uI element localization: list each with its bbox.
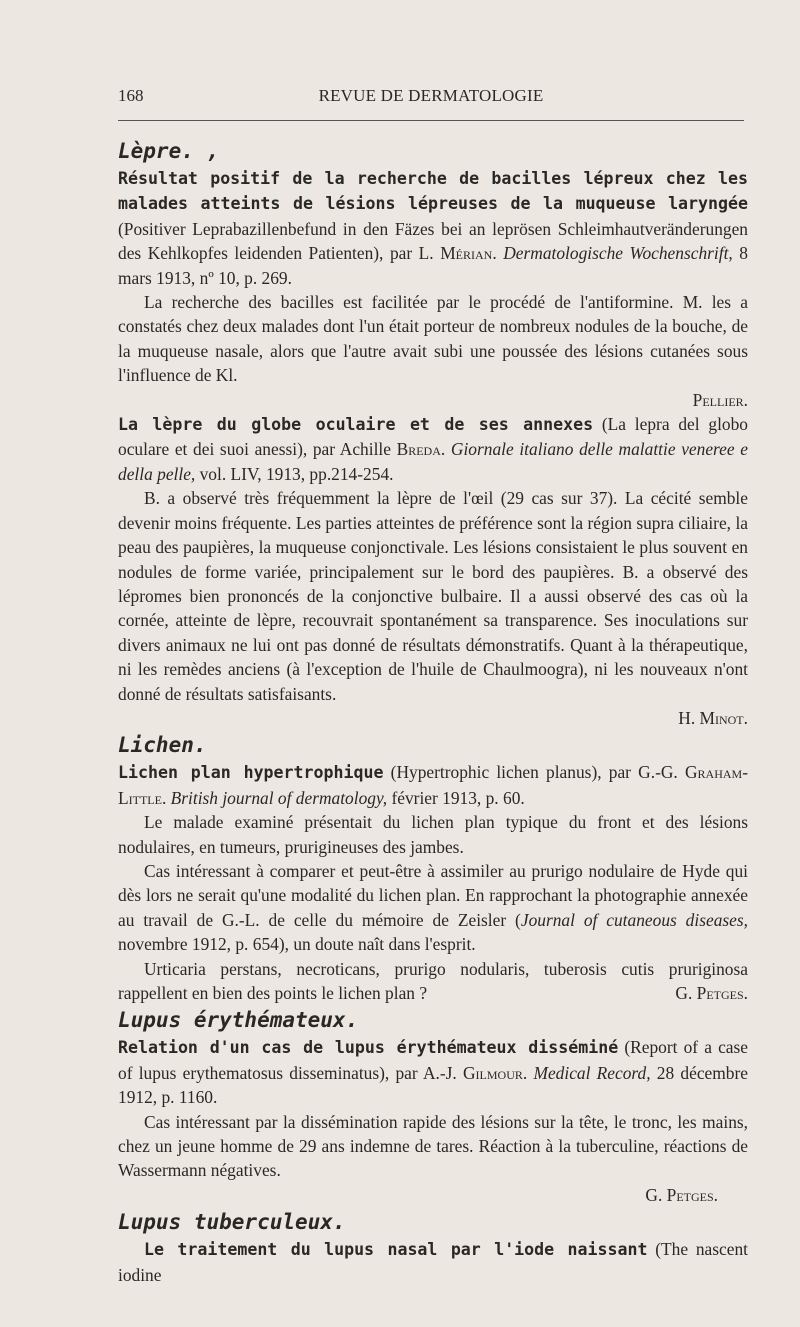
reference-text: (Positiver Leprabazillenbefund in den Fäzes bei an leprösen Schleimhautveränderungen des Kehlkopfes leidenden Patienten), par L. — [118, 218, 748, 264]
reference-text: (The nascent iodine — [118, 1239, 748, 1285]
header-rule — [118, 120, 744, 121]
reference-text: (Report of a case of lupus erythematosus disseminatus), par A.-J. — [118, 1037, 748, 1083]
body-text: Urticaria perstans, necroticans, prurigo nodularis, tuberosis cutis pruriginosa rappellent en bien des points le lichen plan ? — [118, 958, 748, 1003]
reference-punctuation: . — [492, 243, 504, 264]
reviewer-signature: Pellier. — [692, 389, 748, 410]
reference-details: 28 décembre 1912, p. 1160. — [118, 1062, 749, 1108]
article-title: Résultat positif de la recherche de bacilles lépreux chez les malades atteints de lésions lépreuses de la muqueuse laryngée — [118, 169, 748, 214]
article-title: Relation d'un cas de lupus érythémateux disséminé — [118, 1038, 619, 1058]
article-body — [118, 859, 748, 957]
article-body: La recherche des bacilles est facilitée par le procédé de l'antiformine. M. les a constatés chez deux malades dont l'un était porteur de nombreux nodules de la bouche, de la muqueuse nasale, alors que l'autre avait subi une poussée des lésions cutanées sous l'influence de Kl. — [118, 292, 748, 386]
article-title: Le traitement du lupus nasal par l'iode naissant — [144, 1240, 648, 1260]
article-reference — [118, 760, 748, 810]
section-heading-lupus-tuberculeux: Lupus tuberculeux. — [118, 1210, 346, 1235]
section-heading-lepre: Lèpre. , — [118, 139, 220, 163]
article-title: La lèpre du globe oculaire et de ses annexes — [118, 415, 594, 435]
section-heading-lupus-erythemateux: Lupus érythémateux. — [118, 1008, 359, 1033]
journal-name: British journal of dermatology, — [170, 787, 388, 808]
reference-details: février 1913, p. 60. — [387, 787, 525, 808]
article-body: B. a observé très fréquemment la lèpre de l'œil (29 cas sur 37). La cécité semble devenir moins fréquente. Les parties atteintes de préférence sont la région supra ciliaire, la peau des paupières, la muqueuse conjonctivale. Les lésions consistaient le plus souvent en nodules de forme variée, principalement sur le bord des paupières. B. a observé des lépromes bien prononcés de la conjonctive bulbaire. Il a aussi observé des cas où la cornée, atteinte de lèpre, recouvrait spontanément sa transparence. Ses inoculations sur divers animaux ne lui ont pas donné de résultats démonstratifs. Quant à la thérapeutique, ni les remèdes anciens (à l'exception de l'huile de Chaulmoogra), ni les nouveaux n'ont donné de résultats satisfaisants. — [118, 488, 748, 704]
article-title: Lichen plan hypertrophique — [118, 763, 384, 783]
reference-details: 8 mars 1913, nº 10, p. 269. — [118, 243, 748, 288]
reference-punctuation: . — [440, 439, 451, 460]
reference-punctuation: . — [522, 1062, 534, 1083]
journal-name: Medical Record, — [533, 1062, 651, 1083]
section-heading-lichen: Lichen. — [118, 733, 207, 758]
article-body: Cas intéressant par la dissémination rapide des lésions sur la tête, le tronc, les mains, chez un jeune homme de 29 ans indemne de tares. Réaction à la tuberculine, réactions de Wassermann négatives. — [118, 1111, 748, 1181]
body-text: Cas intéressant à comparer et peut-être à assimiler au prurigo nodulaire de Hyde qui dès lors ne serait qu'une modalité du lichen plan. En rapprochant la photographie annexée au travail de G.-L. de celle du mémoire de Zeisler ( — [118, 860, 748, 930]
page-content — [118, 136, 748, 1287]
reference-punctuation: . — [161, 787, 171, 808]
author-name: Gilmour — [462, 1062, 523, 1083]
journal-name: Dermatologische Wochenschrift, — [503, 243, 733, 264]
article-body — [118, 957, 748, 1006]
journal-name: Journal of cutaneous diseases, — [520, 909, 748, 930]
article-reference — [118, 412, 748, 486]
reference-text: (Hypertrophic lichen planus), par G.-G. — [383, 762, 685, 783]
reference-text: (La lepra del globo oculare et dei suoi anessi), par Achille — [118, 414, 748, 460]
reviewer-signature: H. Minot. — [678, 707, 748, 728]
body-text: novembre 1912, p. 654), un doute naît dans l'esprit. — [118, 934, 476, 955]
reviewer-signature: G. Petges. — [645, 1184, 718, 1205]
reference-details: vol. LIV, 1913, pp.214-254. — [195, 463, 394, 484]
reviewer-signature: G. Petges. — [675, 983, 748, 1003]
author-name: Graham-Little — [118, 762, 748, 808]
author-name: Breda — [396, 439, 441, 460]
article-body: Le malade examiné présentait du lichen plan typique du front et des lésions nodulaires, en tumeurs, prurigineuses des jambes. — [118, 812, 748, 857]
author-name: Mérian — [440, 243, 493, 264]
article-reference — [118, 1237, 748, 1287]
article-reference — [118, 166, 748, 290]
page-number: 168 — [118, 86, 144, 105]
article-reference — [118, 1035, 748, 1109]
running-title: REVUE DE DERMATOLOGIE — [318, 86, 544, 105]
running-header — [118, 86, 744, 110]
journal-name: Giornale italiano delle malattie veneree e della pelle, — [118, 439, 748, 484]
